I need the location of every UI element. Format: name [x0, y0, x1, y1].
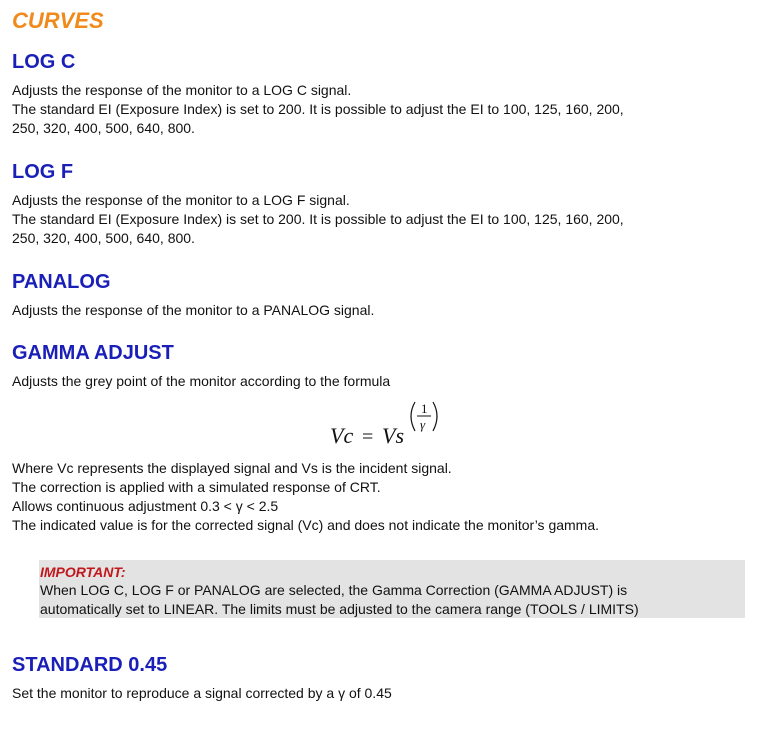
doc-title: CURVES	[12, 8, 104, 33]
document-page	[12, 6, 757, 701]
important-line-1: When LOG C, LOG F or PANALOG are selected, the Gamma Correction (GAMMA ADJUST) is	[40, 582, 628, 598]
formula-base: Vs	[382, 423, 404, 448]
gamma-line-2: The correction is applied with a simulated response of CRT.	[12, 479, 381, 495]
section-heading-log-c: LOG C	[12, 51, 76, 73]
section-log-c	[12, 49, 624, 138]
formula-denominator: γ	[420, 417, 426, 432]
formula-left-paren	[411, 402, 415, 431]
log-f-line-2: The standard EI (Exposure Index) is set to 200. It is possible to adjust the EI to 100, 125, 160, 200,	[12, 211, 624, 227]
gamma-intro: Adjusts the grey point of the monitor according to the formula	[12, 373, 391, 389]
log-f-line-1: Adjusts the response of the monitor to a LOG F signal.	[12, 192, 350, 208]
log-c-line-2: The standard EI (Exposure Index) is set to 200. It is possible to adjust the EI to 100, 125, 160, 200,	[12, 101, 624, 117]
log-f-line-3: 250, 320, 400, 500, 640, 800.	[12, 230, 195, 246]
important-note	[39, 560, 745, 618]
section-gamma-adjust	[12, 340, 757, 617]
gamma-line-1: Where Vc represents the displayed signal and Vs is the incident signal.	[12, 460, 452, 476]
section-heading-standard-045: STANDARD 0.45	[12, 654, 168, 676]
section-heading-panalog: PANALOG	[12, 271, 111, 293]
section-panalog	[12, 269, 374, 320]
section-standard-045	[12, 652, 392, 703]
important-line-2: automatically set to LINEAR. The limits must be adjusted to the camera range (TOOLS / LIMITS)	[40, 601, 639, 617]
section-log-f	[12, 159, 624, 248]
section-heading-log-f: LOG F	[12, 161, 74, 183]
formula-numerator: 1	[421, 401, 428, 416]
formula-lhs: Vc	[330, 423, 354, 448]
log-c-line-1: Adjusts the response of the monitor to a LOG C signal.	[12, 82, 352, 98]
standard-line-1: Set the monitor to reproduce a signal corrected by a γ of 0.45	[12, 685, 392, 701]
log-c-line-3: 250, 320, 400, 500, 640, 800.	[12, 120, 195, 136]
important-label: IMPORTANT:	[40, 564, 126, 580]
panalog-line-1: Adjusts the response of the monitor to a PANALOG signal.	[12, 302, 375, 318]
gamma-line-4: The indicated value is for the corrected signal (Vc) and does not indicate the monitor’s gamma.	[12, 517, 600, 533]
gamma-description	[12, 459, 599, 535]
gamma-line-3: Allows continuous adjustment 0.3 < γ < 2.5	[12, 498, 279, 514]
formula-equals: =	[362, 426, 374, 448]
gamma-formula	[330, 400, 470, 450]
section-heading-gamma-adjust: GAMMA ADJUST	[12, 342, 174, 364]
formula-right-paren	[433, 402, 437, 431]
